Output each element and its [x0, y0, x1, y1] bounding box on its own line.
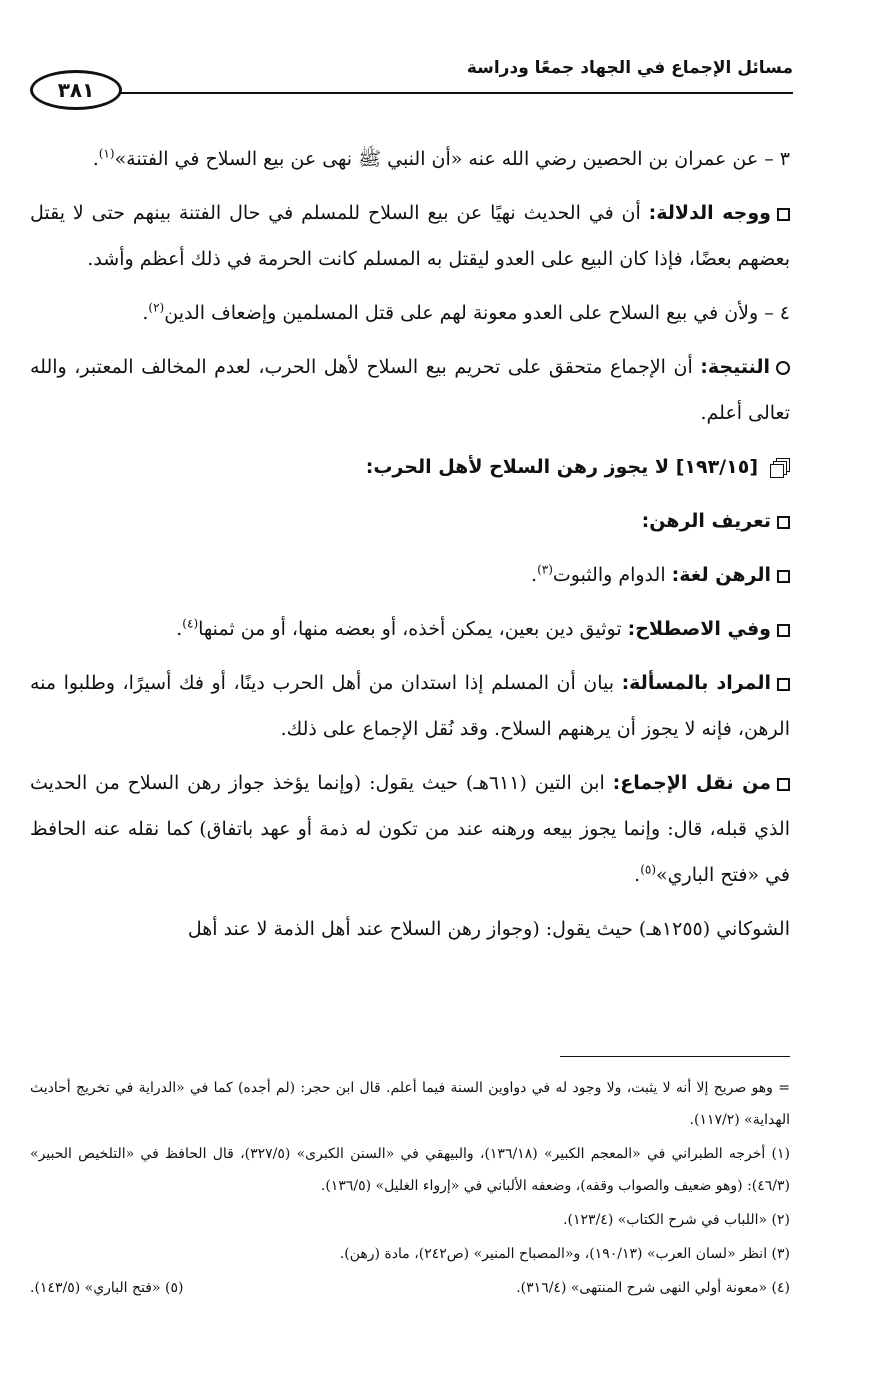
footnote-ref-4[interactable]: (٤): [182, 616, 199, 631]
square-bullet-icon: [777, 516, 790, 529]
section-heading: [30, 444, 790, 490]
hadith-3-end: .: [92, 148, 99, 170]
linguistic-label: الرهن لغة:: [671, 564, 771, 586]
technical-end: .: [176, 618, 183, 640]
section-heading-text: [١٩٣/١٥] لا يجوز رهن السلاح لأهل الحرب:: [365, 456, 758, 478]
result-label: النتيجة:: [700, 356, 770, 378]
footnote-4: (٤) «معونة أولي النهى شرح المنتهى» (٣١٦/٤).: [516, 1280, 790, 1296]
footnote-3: (٣) انظر «لسان العرب» (١٩٠/١٣)، و«المصباح المنير» (ص٢٤٢)، مادة (رهن).: [339, 1246, 790, 1262]
square-bullet-icon: [777, 678, 790, 691]
paragraph-consensus-source: [30, 760, 790, 898]
technical-label: وفي الاصطلاح:: [627, 618, 771, 640]
paragraph-evidence: [30, 190, 790, 282]
reason-4-text: ٤ – ولأن في بيع السلاح على العدو معونة لهم على قتل المسلمين وإضعاف الدين: [164, 302, 790, 324]
page-number: [30, 70, 122, 110]
header-rule: [120, 92, 793, 94]
paragraph-result: [30, 344, 790, 436]
paragraph-issue: [30, 660, 790, 752]
footnote-ref-2[interactable]: (٢): [148, 300, 165, 315]
continuation-text: وهو صريح إلا أنه لا يثبت، ولا وجود له في دواوين السنة فيما أعلم. قال ابن حجر: (لم أجده) كما في «الدراية في تخريج أحاديث الهداية» (١١٧/٢).: [30, 1080, 790, 1128]
continuation-marker: =: [778, 1080, 790, 1096]
footnote-continuation: [30, 1072, 790, 1136]
consensus-source-label: من نقل الإجماع:: [612, 772, 771, 794]
footnote-ref-1[interactable]: (١): [98, 146, 115, 161]
footnote-ref-3[interactable]: (٣): [537, 562, 553, 577]
paragraph-shawkani: [30, 906, 790, 952]
stacked-pages-icon: [768, 458, 790, 478]
reason-4-end: .: [142, 302, 149, 324]
main-text: [30, 136, 790, 960]
evidence-text: أن في الحديث نهيًا عن بيع السلاح للمسلم في حال الفتنة بينهم حتى لا يقتل بعضهم بعضًا، فإذا كان البيع على العدو ليقتل به المسلم كانت الحرمة في ذلك أعظم وأشد.: [30, 202, 790, 270]
footnote-1: (١) أخرجه الطبراني في «المعجم الكبير» (١٣٦/١٨)، والبيهقي في «السنن الكبرى» (٣٢٧/٥)، قال الحافظ في «التلخيص الحبير» (٤٦/٣): (وهو ضعيف والصواب وقفه)، وضعفه الألباني في «إرواء الغليل» (١٣٦/٥).: [30, 1146, 790, 1194]
square-bullet-icon: [777, 570, 790, 583]
footnotes: [30, 1072, 790, 1304]
page-number-text: ٣٨١: [57, 78, 95, 102]
definition-label: تعريف الرهن:: [641, 510, 771, 532]
footnote-row-4-5: [30, 1272, 790, 1304]
footnote-ref-5[interactable]: (٥): [640, 862, 657, 877]
shawkani-text: الشوكاني (١٢٥٥هـ) حيث يقول: (وجواز رهن السلاح عند أهل الذمة لا عند أهل: [187, 918, 790, 940]
paragraph-definition: [30, 498, 790, 544]
hadith-3-text: ٣ – عن عمران بن الحصين رضي الله عنه «أن النبي ﷺ نهى عن بيع السلاح في الفتنة»: [114, 148, 790, 170]
issue-label: المراد بالمسألة:: [621, 672, 771, 694]
paragraph-linguistic: [30, 552, 790, 598]
paragraph-reason-4: [30, 290, 790, 336]
paragraph-technical: [30, 606, 790, 652]
technical-text: توثيق دين بعين، يمكن أخذه، أو بعضه منها، أو من ثمنها: [198, 618, 622, 640]
issue-text: بيان أن المسلم إذا استدان من أهل الحرب دينًا، أو فك أسيرًا، وطلبوا منه الرهن، فإنه لا يجوز أن يرهنهم السلاح. وقد نُقل الإجماع على ذلك.: [30, 672, 790, 740]
footnote-2: (٢) «اللباب في شرح الكتاب» (١٢٣/٤).: [563, 1212, 790, 1228]
circle-bullet-icon: [776, 361, 790, 375]
running-title: مسائل الإجماع في الجهاد جمعًا ودراسة: [466, 58, 793, 78]
paragraph-hadith-3: [30, 136, 790, 182]
consensus-source-text: ابن التين (٦١١هـ) حيث يقول: (وإنما يؤخذ جواز رهن السلاح من الحديث الذي قبله، قال: وإنما يجوز بيعه ورهنه عند من تكون له ذمة أو عهد باتفاق) كما نقله عنه الحافظ في «فتح الباري»: [30, 772, 790, 886]
footnote-rule: [560, 1056, 790, 1057]
evidence-label: ووجه الدلالة:: [648, 202, 771, 224]
result-text: أن الإجماع متحقق على تحريم بيع السلاح لأهل الحرب، لعدم المخالف المعتبر، والله تعالى أعلم.: [30, 356, 790, 424]
square-bullet-icon: [777, 778, 790, 791]
consensus-source-end: .: [634, 864, 641, 886]
square-bullet-icon: [777, 624, 790, 637]
footnote-5: (٥) «فتح الباري» (١٤٣/٥).: [30, 1280, 184, 1296]
square-bullet-icon: [777, 208, 790, 221]
linguistic-text: الدوام والثبوت: [552, 564, 666, 586]
linguistic-end: .: [531, 564, 538, 586]
